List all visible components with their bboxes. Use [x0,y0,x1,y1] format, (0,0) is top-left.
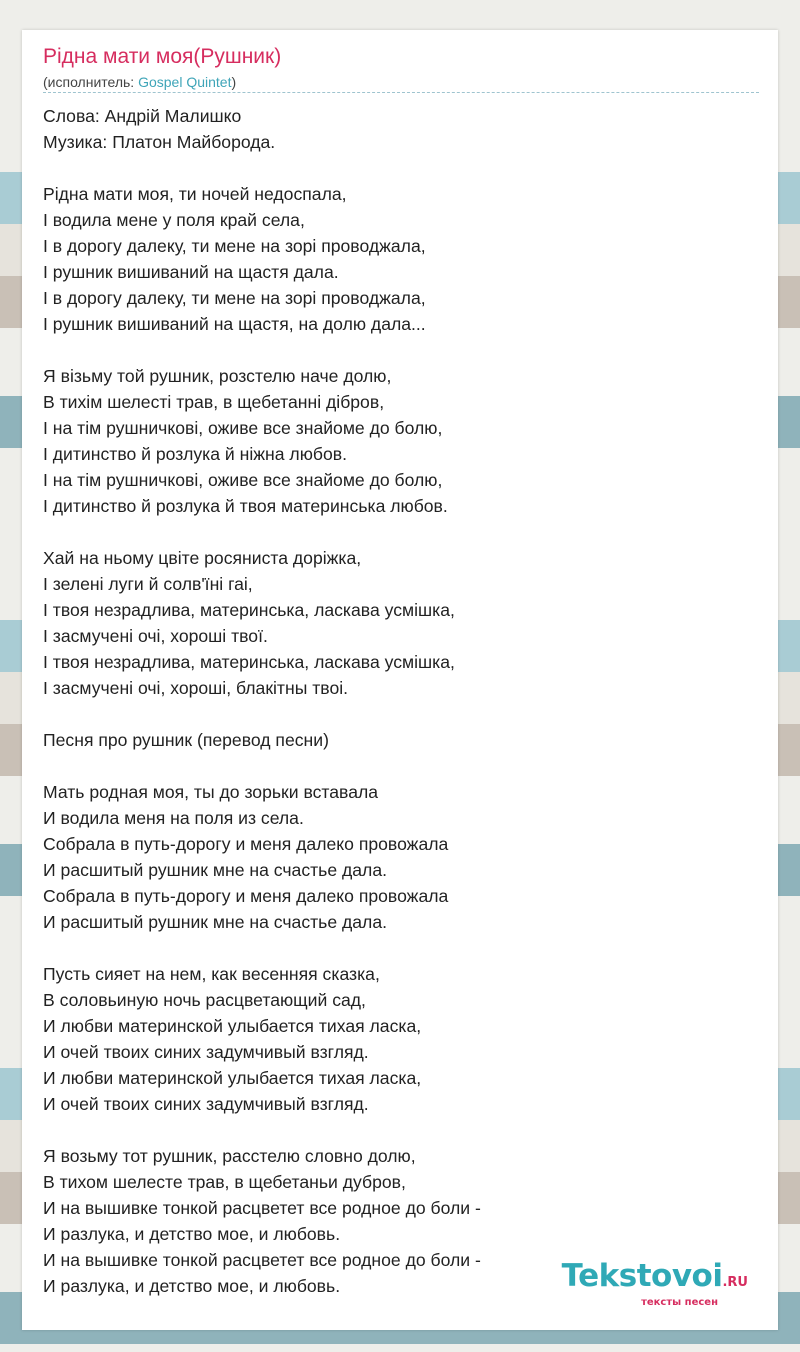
lyric-line: Музика: Платон Майборода. [43,132,276,152]
lyric-line: И на вышивке тонкой расцветет все родное до боли - [43,1250,481,1270]
lyric-line: И любви материнской улыбается тихая ласка, [43,1016,422,1036]
lyric-line: И разлука, и детство мое, и любовь. [43,1276,341,1296]
header-divider [43,92,759,93]
lyric-line: І дитинство й розлука й ніжна любов. [43,444,347,464]
lyric-line: І дитинство й розлука й твоя материнська любов. [43,496,448,516]
lyric-line: І в дорогу далеку, ти мене на зорі проводжала, [43,288,426,308]
lyric-line: И на вышивке тонкой расцветет все родное до боли - [43,1198,481,1218]
lyric-line: И расшитый рушник мне на счастье дала. [43,860,387,880]
lyric-line: В тихом шелесте трав, в щебетаньи дубров, [43,1172,406,1192]
lyric-line: И разлука, и детство мое, и любовь. [43,1224,341,1244]
logo-name: Tekstovoi [561,1258,723,1294]
lyric-line: І в дорогу далеку, ти мене на зорі проводжала, [43,236,426,256]
stanza-break [43,155,759,181]
lyric-line: І рушник вишиваний на щастя, на долю дала... [43,314,426,334]
artist-line [43,73,236,91]
lyric-line: І на тім рушничкові, оживе все знайоме до болю, [43,418,443,438]
lyric-line: Мать родная моя, ты до зорьки вставала [43,782,379,802]
lyric-line: І твоя незрадлива, материнська, ласкава усмішка, [43,652,455,672]
lyrics-body [43,103,759,1299]
lyric-line: І зелені луги й солв'їні гаі, [43,574,253,594]
stanza-break [43,935,759,961]
stanza-break [43,701,759,727]
stanza-break [43,753,759,779]
stanza-break [43,519,759,545]
logo-wordmark [562,1260,748,1299]
lyric-line: И очей твоих синих задумчивый взгляд. [43,1094,369,1114]
song-title: Рідна мати моя(Рушник) [43,45,282,68]
site-logo[interactable] [562,1260,748,1308]
lyric-line: Собрала в путь-дорогу и меня далеко провожала [43,886,449,906]
lyric-line: І на тім рушничкові, оживе все знайоме до болю, [43,470,443,490]
lyric-line: І засмучені очі, хороші твої. [43,626,268,646]
stanza-break [43,337,759,363]
lyric-line: И очей твоих синих задумчивый взгляд. [43,1042,369,1062]
lyric-line: Я візьму той рушник, розстелю наче долю, [43,366,392,386]
artist-suffix: ) [231,74,237,90]
lyric-line: Пусть сияет на нем, как весенняя сказка, [43,964,380,984]
lyric-line: В тихім шелесті трав, в щебетанні дібров, [43,392,385,412]
lyric-line: І водила мене у поля край села, [43,210,305,230]
lyric-line: Собрала в путь-дорогу и меня далеко провожала [43,834,449,854]
lyric-line: И водила меня на поля из села. [43,808,304,828]
lyric-line: И любви материнской улыбается тихая ласка, [43,1068,422,1088]
lyric-line: Слова: Андрій Малишко [43,106,242,126]
lyric-line: І засмучені очі, хороші, блакітны твоі. [43,678,349,698]
lyric-line: І твоя незрадлива, материнська, ласкава усмішка, [43,600,455,620]
lyric-line: И расшитый рушник мне на счастье дала. [43,912,387,932]
lyrics-card [22,30,778,1330]
stanza-break [43,1117,759,1143]
lyric-line: В соловьиную ночь расцветающий сад, [43,990,366,1010]
lyric-line: І рушник вишиваний на щастя дала. [43,262,339,282]
lyric-line: Рідна мати моя, ти ночей недоспала, [43,184,347,204]
logo-tagline: тексты песен [641,1297,718,1308]
lyric-line: Я возьму тот рушник, расстелю словно долю, [43,1146,416,1166]
artist-link[interactable]: Gospel Quintet [138,74,232,90]
lyric-line: Песня про рушник (перевод песни) [43,730,329,750]
artist-prefix: (исполнитель: [43,74,139,90]
logo-tld: .RU [722,1275,748,1290]
lyric-line: Хай на ньому цвіте росяниста доріжка, [43,548,362,568]
